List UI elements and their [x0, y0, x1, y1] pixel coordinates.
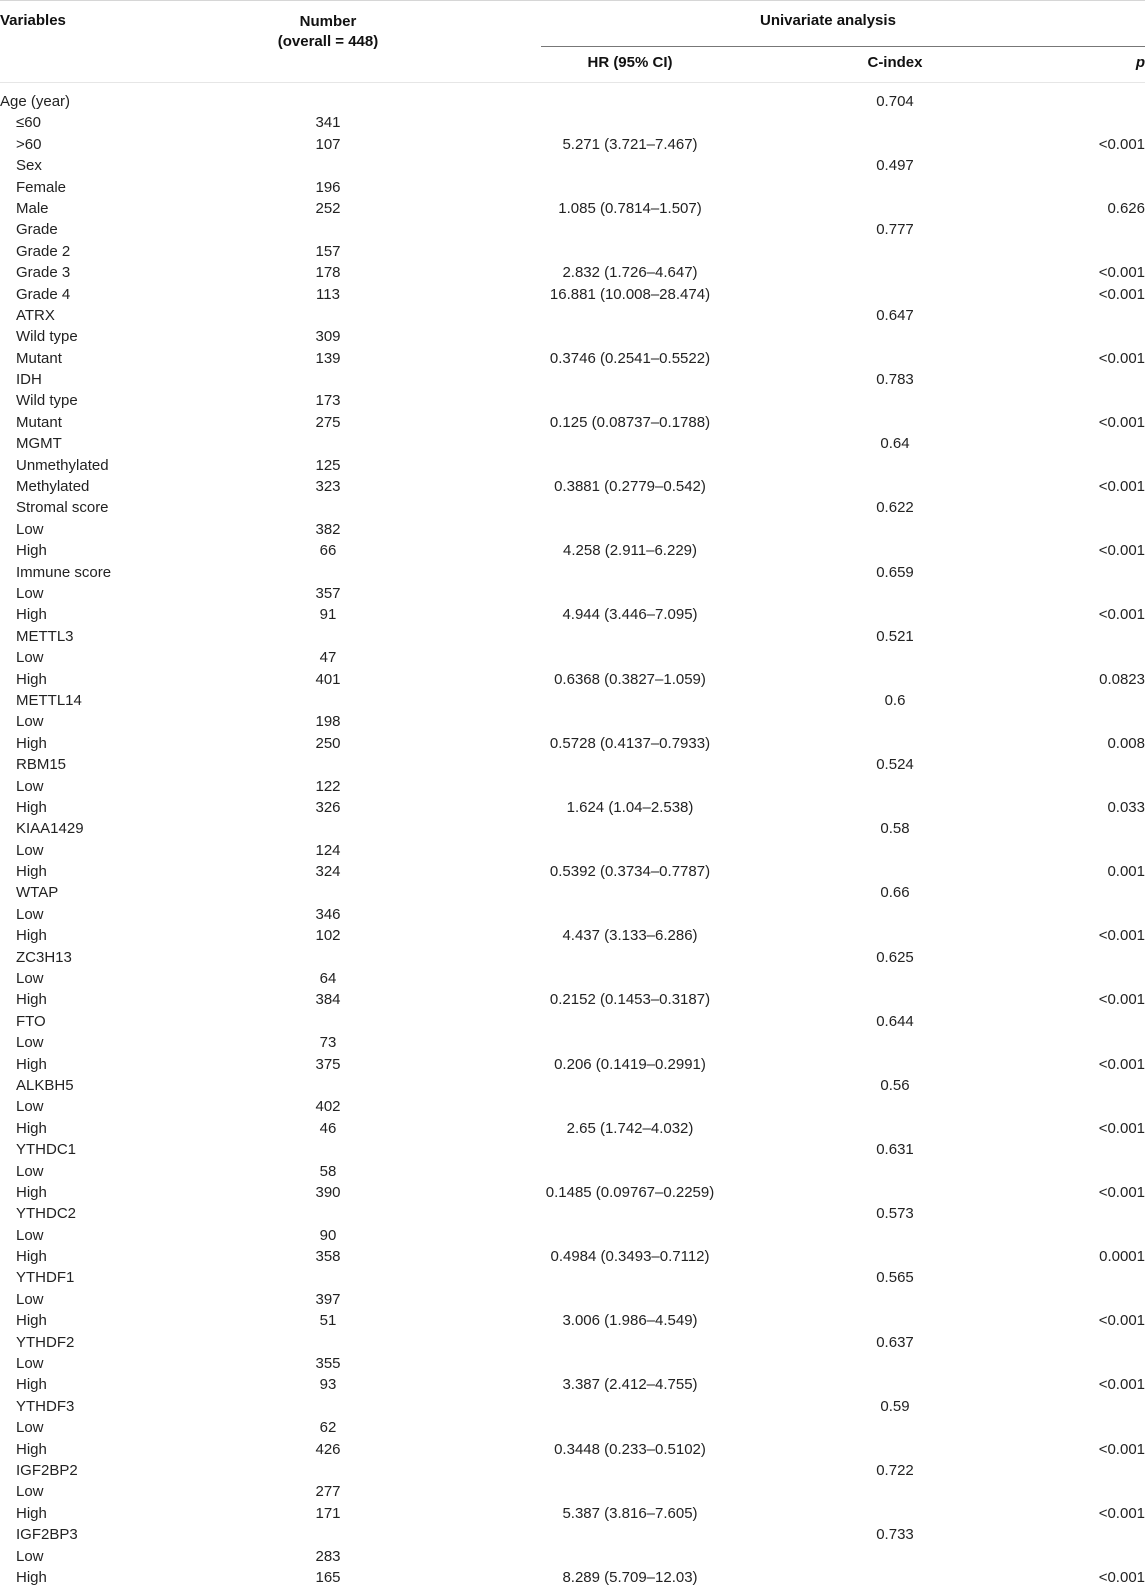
table-row: [0, 818, 1145, 839]
table-row: [0, 583, 1145, 604]
cell-variable: Unmethylated: [16, 456, 109, 474]
cell-variable: MGMT: [16, 435, 62, 453]
cell-p: <0.001: [1098, 285, 1145, 303]
cell-number: 358: [315, 1248, 341, 1266]
cell-variable: Male: [16, 199, 49, 217]
cell-variable: Low: [16, 1162, 44, 1180]
cell-p: 0.008: [1107, 734, 1145, 752]
cell-number: 397: [315, 1290, 341, 1308]
cell-variable: Grade 4: [16, 285, 71, 303]
cell-variable: High: [16, 927, 47, 945]
cell-hr: 4.258 (2.911–6.229): [563, 542, 697, 560]
cell-cindex: 0.722: [876, 1462, 914, 1479]
cell-p: 0.0001: [1099, 1248, 1145, 1266]
cell-variable: Low: [16, 1483, 44, 1501]
cell-number: 323: [315, 478, 341, 496]
table-row: [0, 219, 1145, 240]
cell-number: 51: [319, 1312, 337, 1330]
cell-number: 324: [315, 863, 341, 881]
cell-cindex: 0.64: [880, 435, 910, 453]
cell-p: <0.001: [1098, 478, 1145, 496]
cell-cindex: 0.58: [880, 820, 910, 838]
cell-variable: High: [16, 542, 47, 560]
cell-variable: FTO: [16, 1012, 46, 1030]
cell-p: <0.001: [1098, 135, 1145, 153]
univariate-rule: [541, 46, 1145, 47]
cell-variable: Stromal score: [16, 499, 109, 517]
table-row: [0, 1267, 1145, 1288]
cell-p: <0.001: [1098, 927, 1145, 945]
cell-hr: 0.1485 (0.09767–0.2259): [545, 1183, 715, 1201]
table-row: [0, 1417, 1145, 1438]
cell-hr: 0.6368 (0.3827–1.059): [554, 670, 706, 688]
cell-variable: Low: [16, 1547, 44, 1565]
cell-variable: High: [16, 798, 47, 816]
table-row: [0, 904, 1145, 925]
cell-number: 402: [315, 1098, 341, 1116]
cell-hr: 0.2152 (0.1453–0.3187): [549, 991, 711, 1009]
table-row: [0, 134, 1145, 155]
cell-hr: 3.006 (1.986–4.549): [562, 1312, 698, 1330]
table-row: [0, 776, 1145, 797]
cell-variable: IDH: [16, 371, 42, 389]
table-row: [0, 1374, 1145, 1395]
cell-variable: YTHDC2: [16, 1205, 77, 1223]
table-row: [0, 433, 1145, 454]
cell-p: 0.0823: [1099, 670, 1145, 688]
table-row: [0, 1054, 1145, 1075]
cell-hr: 3.387 (2.412–4.755): [562, 1376, 698, 1394]
table-row: [0, 198, 1145, 219]
cell-hr: 0.3448 (0.233–0.5102): [554, 1440, 706, 1458]
cell-variable: YTHDF1: [16, 1269, 75, 1287]
cell-variable: Wild type: [16, 392, 78, 410]
header-number-line2: (overall = 448): [277, 33, 379, 50]
table-row: [0, 1310, 1145, 1331]
header-p: p: [1135, 54, 1145, 71]
cell-variable: Low: [16, 649, 44, 667]
table-row: [0, 947, 1145, 968]
table-row: [0, 305, 1145, 326]
cell-p: <0.001: [1098, 413, 1145, 431]
table-row: [0, 669, 1145, 690]
cell-p: <0.001: [1098, 1376, 1145, 1394]
table-row: [0, 882, 1145, 903]
cell-p: 0.626: [1107, 199, 1145, 217]
cell-p: 0.033: [1107, 798, 1145, 816]
table-row: [0, 1439, 1145, 1460]
table-row: [0, 1524, 1145, 1545]
cell-variable: Grade 2: [16, 242, 71, 260]
cell-variable: Methylated: [16, 478, 90, 496]
cell-hr: 2.832 (1.726–4.647): [562, 264, 698, 282]
cell-variable: Grade: [16, 221, 58, 239]
cell-number: 390: [315, 1183, 341, 1201]
cell-p: <0.001: [1098, 1440, 1145, 1458]
table-row: [0, 733, 1145, 754]
table-row: [0, 284, 1145, 305]
cell-cindex: 0.659: [876, 563, 914, 581]
table-row: [0, 241, 1145, 262]
cell-number: 66: [319, 542, 337, 560]
cell-number: 341: [315, 114, 341, 132]
cell-hr: 0.206 (0.1419–0.2991): [554, 1055, 706, 1073]
cell-number: 107: [315, 135, 341, 153]
table-row: [0, 1075, 1145, 1096]
cell-cindex: 0.497: [876, 157, 914, 175]
cell-variable: High: [16, 1504, 47, 1522]
header-variables: Variables: [0, 12, 66, 29]
cell-cindex: 0.733: [876, 1526, 914, 1544]
table-row: [0, 647, 1145, 668]
cell-number: 122: [315, 777, 341, 795]
cell-hr: 1.624 (1.04–2.538): [566, 798, 694, 816]
cell-variable: RBM15: [16, 756, 67, 774]
cell-number: 91: [319, 606, 337, 624]
table-row: [0, 476, 1145, 497]
cell-variable: YTHDC1: [16, 1141, 77, 1159]
table-row: [0, 1396, 1145, 1417]
cell-p: <0.001: [1098, 264, 1145, 282]
cell-number: 252: [315, 199, 341, 217]
cell-cindex: 0.625: [876, 948, 914, 966]
cell-cindex: 0.573: [876, 1205, 914, 1223]
cell-variable: >60: [16, 135, 42, 153]
cell-variable: WTAP: [16, 884, 59, 902]
cell-hr: 0.3746 (0.2541–0.5522): [549, 349, 711, 367]
cell-p: <0.001: [1098, 991, 1145, 1009]
cell-number: 275: [315, 413, 341, 431]
cell-variable: Low: [16, 905, 44, 923]
cell-variable: High: [16, 1055, 47, 1073]
cell-cindex: 0.783: [876, 371, 914, 389]
cell-number: 277: [315, 1483, 341, 1501]
cell-number: 346: [315, 905, 341, 923]
cell-number: 198: [315, 713, 341, 731]
table-row: [0, 1460, 1145, 1481]
cell-variable: Low: [16, 584, 44, 602]
table-row: [0, 1225, 1145, 1246]
cell-variable: Low: [16, 970, 44, 988]
cell-number: 73: [319, 1034, 337, 1052]
table-row: [0, 1332, 1145, 1353]
cell-number: 426: [315, 1440, 341, 1458]
cell-variable: High: [16, 991, 47, 1009]
cell-variable: Low: [16, 520, 44, 538]
cell-variable: Low: [16, 1034, 44, 1052]
cell-number: 139: [315, 349, 341, 367]
cell-variable: Low: [16, 777, 44, 795]
table-row: [0, 1503, 1145, 1524]
cell-cindex: 0.521: [876, 627, 914, 645]
cell-hr: 5.271 (3.721–7.467): [562, 135, 698, 153]
table-row: [0, 1567, 1145, 1588]
table-row: [0, 968, 1145, 989]
header-number: [273, 12, 383, 52]
cell-number: 58: [319, 1162, 337, 1180]
cell-variable: Low: [16, 1098, 44, 1116]
table-row: [0, 1289, 1145, 1310]
table-row: [0, 1011, 1145, 1032]
cell-variable: IGF2BP3: [16, 1526, 78, 1544]
cell-variable: YTHDF2: [16, 1333, 75, 1351]
cell-variable: ATRX: [16, 306, 55, 324]
cell-p: <0.001: [1098, 606, 1145, 624]
table-row: [0, 1481, 1145, 1502]
cell-variable: ZC3H13: [16, 948, 72, 966]
cell-variable: High: [16, 1376, 47, 1394]
cell-number: 357: [315, 584, 341, 602]
cell-p: <0.001: [1098, 349, 1145, 367]
cell-hr: 4.437 (3.133–6.286): [562, 927, 698, 945]
cell-variable: High: [16, 734, 47, 752]
header-hr: HR (95% CI): [587, 54, 673, 71]
table-row: [0, 91, 1145, 112]
cell-cindex: 0.565: [876, 1269, 914, 1287]
cell-p: <0.001: [1098, 542, 1145, 560]
table-row: [0, 1246, 1145, 1267]
table-row: [0, 519, 1145, 540]
cell-cindex: 0.66: [880, 884, 910, 902]
cell-hr: 0.3881 (0.2779–0.542): [554, 478, 706, 496]
table-row: [0, 112, 1145, 133]
cell-cindex: 0.622: [876, 499, 914, 517]
table-row: [0, 540, 1145, 561]
cell-variable: METTL14: [16, 691, 82, 709]
cell-hr: 4.944 (3.446–7.095): [562, 606, 698, 624]
cell-number: 326: [315, 798, 341, 816]
table-row: [0, 797, 1145, 818]
table-row: [0, 262, 1145, 283]
table-row: [0, 497, 1145, 518]
cell-p: <0.001: [1098, 1312, 1145, 1330]
table-row: [0, 989, 1145, 1010]
table-row: [0, 562, 1145, 583]
cell-number: 283: [315, 1547, 341, 1565]
cell-number: 47: [319, 649, 337, 667]
cell-variable: Female: [16, 178, 67, 196]
table-row: [0, 390, 1145, 411]
cell-variable: ALKBH5: [16, 1076, 74, 1094]
table-row: [0, 754, 1145, 775]
table-row: [0, 455, 1145, 476]
table-row: [0, 369, 1145, 390]
cell-p: <0.001: [1098, 1183, 1145, 1201]
cell-variable: Low: [16, 713, 44, 731]
cell-number: 113: [316, 285, 340, 303]
cell-variable: High: [16, 863, 47, 881]
table-row: [0, 326, 1145, 347]
cell-number: 250: [315, 734, 341, 752]
cell-variable: IGF2BP2: [16, 1462, 78, 1479]
cell-p: 0.001: [1107, 863, 1145, 881]
cell-variable: Mutant: [16, 349, 62, 367]
table-row: [0, 690, 1145, 711]
cell-number: 62: [319, 1419, 337, 1437]
cell-number: 171: [315, 1504, 341, 1522]
cell-variable: High: [16, 1568, 47, 1586]
table-top-rule: [0, 0, 1145, 1]
cell-cindex: 0.637: [876, 1333, 914, 1351]
cell-cindex: 0.56: [880, 1076, 910, 1094]
cell-p: <0.001: [1098, 1504, 1145, 1522]
cell-number: 125: [315, 456, 341, 474]
cell-cindex: 0.704: [876, 93, 914, 110]
cell-variable: Grade 3: [16, 264, 71, 282]
table-row: [0, 1118, 1145, 1139]
cell-variable: Wild type: [16, 328, 78, 346]
header-bottom-rule: [0, 82, 1145, 83]
cell-variable: YTHDF3: [16, 1397, 75, 1415]
cell-hr: 5.387 (3.816–7.605): [562, 1504, 698, 1522]
cell-hr: 0.4984 (0.3493–0.7112): [550, 1248, 710, 1266]
cell-variable: Age (year): [0, 93, 71, 110]
table-row: [0, 1182, 1145, 1203]
cell-variable: Sex: [16, 157, 42, 175]
cell-number: 375: [315, 1055, 341, 1073]
cell-hr: 8.289 (5.709–12.03): [562, 1568, 698, 1586]
table-row: [0, 1161, 1145, 1182]
cell-hr: 0.5728 (0.4137–0.7933): [549, 734, 711, 752]
table-row: [0, 1032, 1145, 1053]
cell-number: 124: [315, 841, 341, 859]
cell-variable: ≤60: [16, 114, 41, 132]
cell-variable: High: [16, 1312, 47, 1330]
cell-variable: High: [16, 670, 47, 688]
cell-hr: 2.65 (1.742–4.032): [566, 1119, 694, 1137]
cell-variable: High: [16, 1248, 47, 1266]
cell-hr: 0.5392 (0.3734–0.7787): [549, 863, 711, 881]
cell-variable: High: [16, 1183, 47, 1201]
table-row: [0, 412, 1145, 433]
cell-number: 165: [315, 1568, 341, 1586]
cell-variable: Low: [16, 1355, 44, 1373]
cell-variable: Low: [16, 1290, 44, 1308]
cell-number: 382: [315, 520, 341, 538]
cell-p: <0.001: [1098, 1119, 1145, 1137]
table-row: [0, 925, 1145, 946]
table-row: [0, 861, 1145, 882]
cell-cindex: 0.59: [880, 1397, 910, 1415]
header-univariate: Univariate analysis: [760, 12, 896, 29]
cell-p: <0.001: [1098, 1568, 1145, 1586]
cell-variable: Low: [16, 1419, 44, 1437]
cell-variable: METTL3: [16, 627, 74, 645]
cell-number: 157: [315, 242, 341, 260]
table-row: [0, 348, 1145, 369]
cell-number: 173: [315, 392, 341, 410]
cell-variable: Mutant: [16, 413, 62, 431]
cell-cindex: 0.6: [884, 691, 906, 709]
table-row: [0, 1353, 1145, 1374]
table-row: [0, 711, 1145, 732]
cell-cindex: 0.524: [876, 756, 914, 774]
cell-p: <0.001: [1098, 1055, 1145, 1073]
cell-number: 64: [319, 970, 337, 988]
cell-variable: Low: [16, 841, 44, 859]
table-body: [0, 91, 1145, 1588]
cell-variable: High: [16, 606, 47, 624]
table-row: [0, 155, 1145, 176]
cell-number: 46: [319, 1119, 337, 1137]
table-row: [0, 1139, 1145, 1160]
table-row: [0, 604, 1145, 625]
cell-cindex: 0.644: [876, 1012, 914, 1030]
cell-number: 178: [315, 264, 341, 282]
cell-number: 384: [315, 991, 341, 1009]
table-row: [0, 1203, 1145, 1224]
cell-number: 102: [315, 927, 341, 945]
cell-hr: 16.881 (10.008–28.474): [549, 285, 711, 303]
cell-variable: Immune score: [16, 563, 112, 581]
cell-hr: 1.085 (0.7814–1.507): [558, 199, 702, 217]
cell-variable: KIAA1429: [16, 820, 84, 838]
table-row: [0, 626, 1145, 647]
header-number-line1: Number: [299, 13, 357, 30]
cell-number: 90: [319, 1226, 337, 1244]
cell-cindex: 0.647: [876, 306, 914, 324]
cell-number: 355: [315, 1355, 341, 1373]
cell-variable: High: [16, 1440, 47, 1458]
table-row: [0, 840, 1145, 861]
cell-cindex: 0.631: [876, 1141, 914, 1159]
table-row: [0, 1096, 1145, 1117]
cell-number: 93: [319, 1376, 337, 1394]
table-row: [0, 177, 1145, 198]
header-cindex: C-index: [867, 54, 923, 71]
table-row: [0, 1546, 1145, 1567]
cell-number: 309: [315, 328, 341, 346]
cell-cindex: 0.777: [876, 221, 914, 239]
cell-number: 401: [315, 670, 341, 688]
cell-variable: Low: [16, 1226, 44, 1244]
cell-hr: 0.125 (0.08737–0.1788): [549, 413, 711, 431]
cell-variable: High: [16, 1119, 47, 1137]
cell-number: 196: [315, 178, 341, 196]
